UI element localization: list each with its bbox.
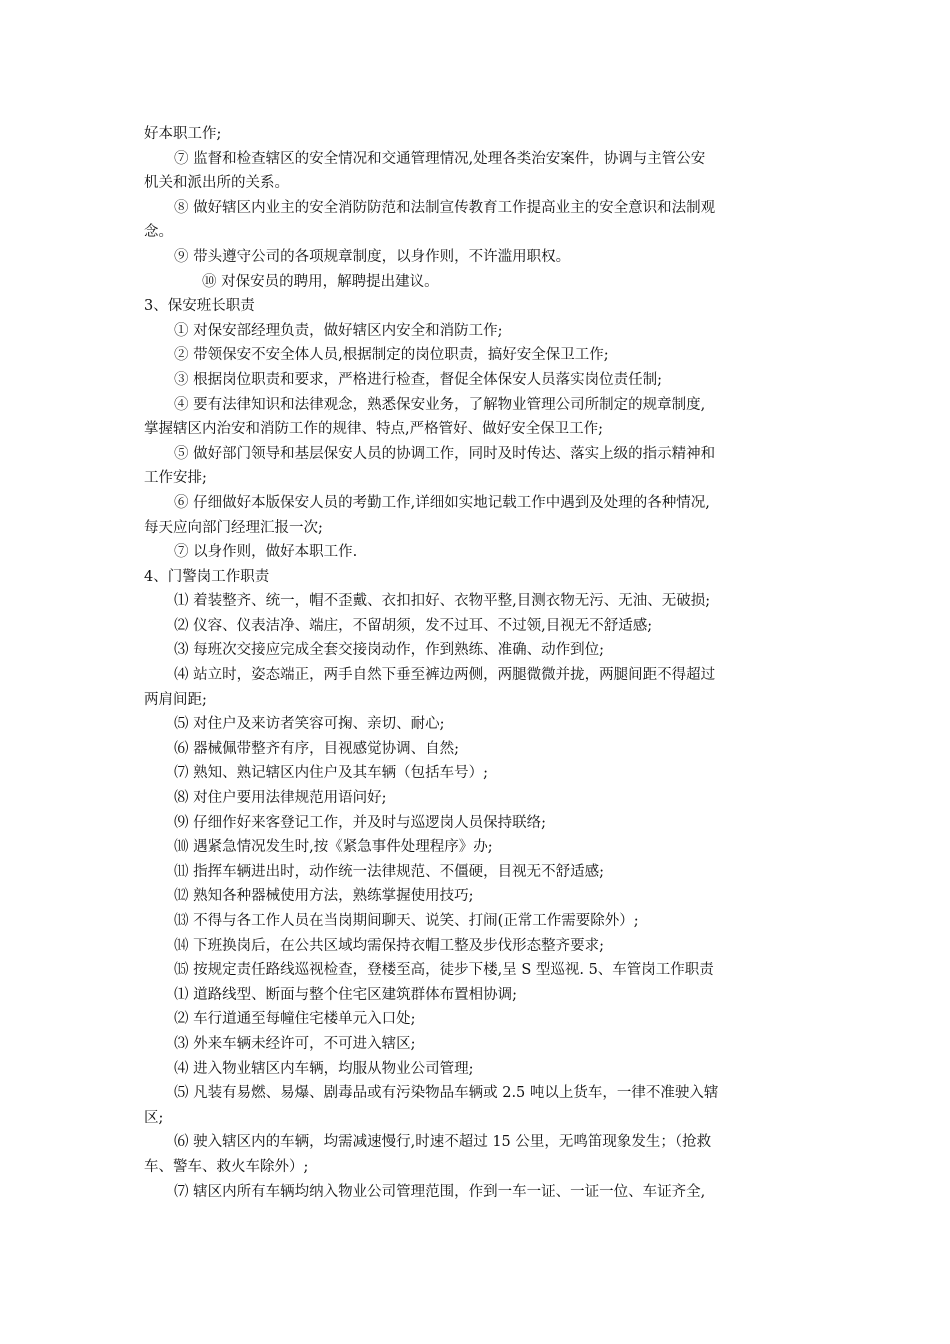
section-heading: 4、门警岗工作职责 [144,568,270,585]
list-item: ⑽ 遇紧急情况发生时,按《紧急事件处理程序》办; [174,839,493,856]
text-line: 好本职工作; [144,126,222,142]
list-item: ⑴ 着装整齐、统一，帽不歪戴、衣扣扣好、衣物平整,目测衣物无污、无油、无破损; [174,593,711,610]
list-item: ⑦ 以身作则，做好本职工作. [174,544,358,561]
list-item: ② 带领保安不安全体人员,根据制定的岗位职责，搞好安全保卫工作; [174,347,609,364]
list-item: ⑹ 器械佩带整齐有序，目视感觉协调、自然; [174,740,459,757]
list-item: ⑷ 站立时，姿态端正，两手自然下垂至裤边两侧，两腿微微并拢，两腿间距不得超过 [174,667,716,684]
list-item: ⑨ 带头遵守公司的各项规章制度，以身作则，不许滥用职权。 [174,248,571,265]
list-item: ⑵ 车行道通至每幢住宅楼单元入口处; [174,1011,416,1028]
list-item: ④ 要有法律知识和法律观念，熟悉保安业务，了解物业管理公司所制定的规章制度, [174,396,706,413]
list-item: ⑻ 对住户要用法律规范用语问好; [174,790,387,807]
list-item: ① 对保安部经理负责，做好辖区内安全和消防工作; [174,322,503,339]
list-item: ⒀ 不得与各工作人员在当岗期间聊天、说笑、打闹(正常工作需要除外）; [174,913,639,929]
list-item: ⑸ 对住户及来访者笑容可掬、亲切、耐心; [174,716,445,733]
list-item: ⑤ 做好部门领导和基层保安人员的协调工作，同时及时传达、落实上级的指示精神和 [174,445,716,462]
list-item: ⑺ 熟知、熟记辖区内住户及其车辆（包括车号）; [174,765,488,782]
list-item: ⒂ 按规定责任路线巡视检查，登楼至高，徒步下楼,呈 S 型巡视. 5、车管岗工作职责 [174,962,714,979]
list-item: ⑿ 熟知各种器械使用方法，熟练掌握使用技巧; [174,888,474,905]
list-item: ⑸ 凡装有易燃、易爆、剧毒品或有污染物品车辆或 2.5 吨以上货车，一律不准驶入辖 [174,1085,719,1102]
text-line: 两肩间距; [144,691,207,708]
list-item: ⑧ 做好辖区内业主的安全消防防范和法制宣传教育工作提高业主的安全意识和法制观 [174,199,716,216]
text-line: 工作安排; [144,470,207,487]
list-item: ⑼ 仔细作好来客登记工作，并及时与巡逻岗人员保持联络; [174,814,546,831]
text-line: 机关和派出所的关系。 [144,175,289,192]
text-line: 区; [144,1109,164,1126]
text-line: 掌握辖区内治安和消防工作的规律、特点,严格管好、做好安全保卫工作; [144,421,603,438]
list-item: ⑦ 监督和检查辖区的安全情况和交通管理情况,处理各类治安案件，协调与主管公安 [174,150,706,167]
list-item: ⑹ 驶入辖区内的车辆，均需减速慢行,时速不超过 15 公里，无鸣笛现象发生；（抢救 [174,1134,712,1151]
text-line: 念。 [144,224,173,241]
list-item: ⑩ 对保安员的聘用，解聘提出建议。 [202,273,439,290]
list-item: ③ 根据岗位职责和要求，严格进行检查，督促全体保安人员落实岗位责任制; [174,371,662,388]
text-line: 车、警车、救火车除外）; [144,1158,309,1175]
list-item: ⑵ 仪容、仪表洁净、端庄，不留胡须，发不过耳、不过领,目视无不舒适感; [174,617,653,634]
list-item: ⒁ 下班换岗后，在公共区域均需保持衣帽工整及步伐形态整齐要求; [174,937,604,954]
list-item: ⑥ 仔细做好本版保安人员的考勤工作,详细如实地记载工作中遇到及处理的各种情况, [174,494,710,511]
list-item: ⑶ 每班次交接应完成全套交接岗动作，作到熟练、准确、动作到位; [174,642,604,659]
list-item: ⑷ 进入物业辖区内车辆，均服从物业公司管理; [174,1060,474,1077]
document-body [144,122,812,1204]
list-item: ⑶ 外来车辆未经许可，不可进入辖区; [174,1035,416,1052]
list-item: ⑾ 指挥车辆进出时，动作统一法律规范、不僵硬，目视无不舒适感; [174,863,604,880]
section-heading: 3、保安班长职责 [144,298,255,315]
list-item: ⑺ 辖区内所有车辆均纳入物业公司管理范围，作到一车一证、一证一位、车证齐全, [174,1183,706,1200]
list-item: ⑴ 道路线型、断面与整个住宅区建筑群体布置相协调; [174,986,517,1003]
text-line: 每天应向部门经理汇报一次; [144,519,323,536]
